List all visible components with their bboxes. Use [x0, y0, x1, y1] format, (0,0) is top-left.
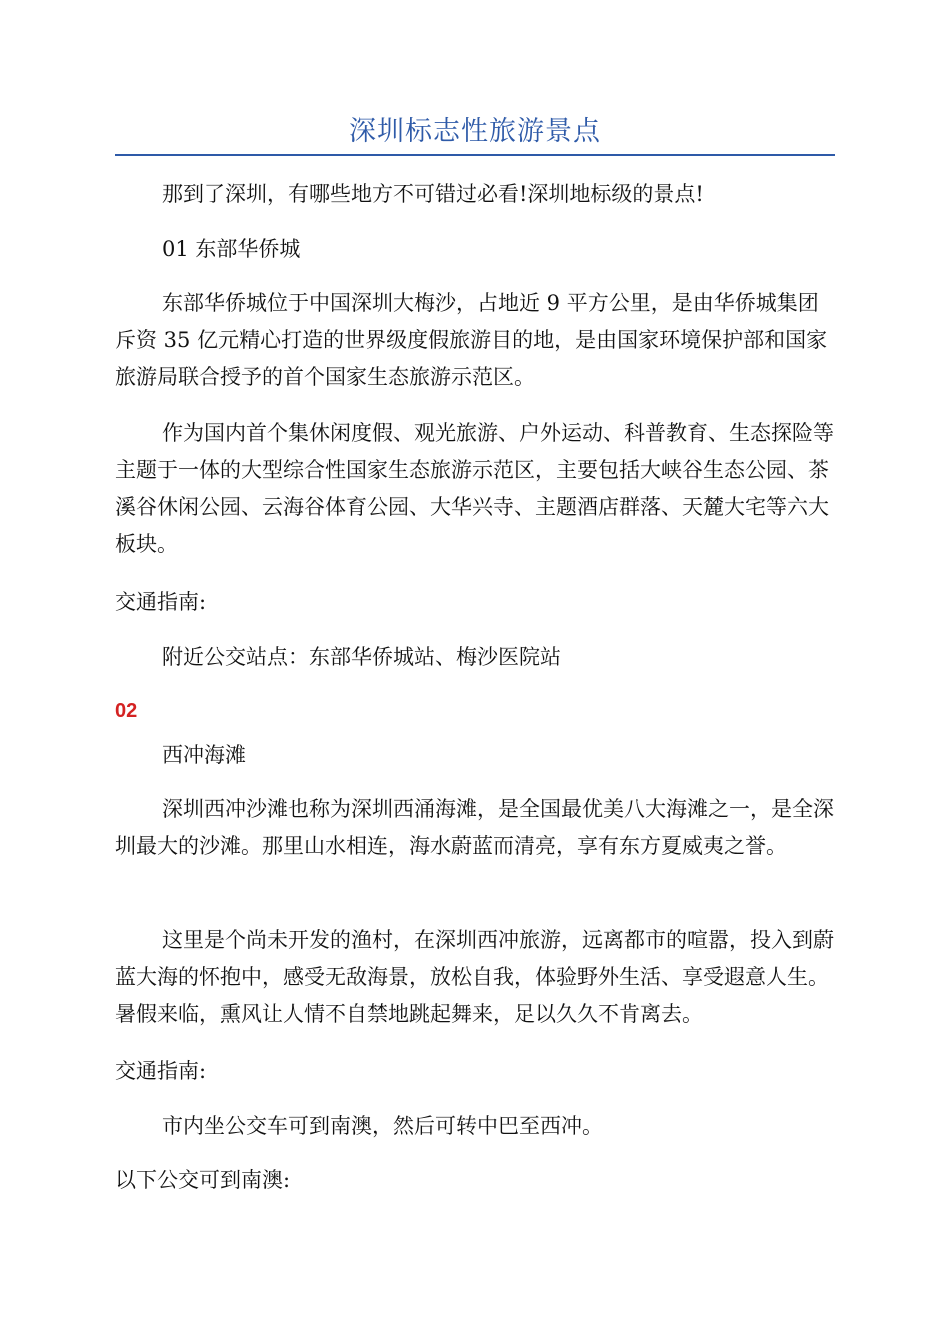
section2-bus-label: 以下公交可到南澳: [115, 1168, 291, 1192]
section1-traffic-text: 附近公交站点：东部华侨城站、梅沙医院站 [162, 645, 561, 669]
section2-traffic-label: 交通指南: [115, 1059, 207, 1083]
intro-paragraph: 那到了深圳，有哪些地方不可错过必看!深圳地标级的景点! [162, 182, 704, 206]
title-underline [115, 154, 835, 156]
section2-paragraph-1: 深圳西冲沙滩也称为深圳西涌海滩，是全国最优美八大海滩之一，是全深圳最大的沙滩。那里山水相连，海水蔚蓝而清亮，享有东方夏威夷之誉。 [115, 797, 834, 858]
section2-heading: 西冲海滩 [162, 743, 246, 767]
document-title: 深圳标志性旅游景点 [349, 116, 601, 147]
section2-traffic-text: 市内坐公交车可到南澳，然后可转中巴至西冲。 [162, 1114, 603, 1138]
section1-traffic-label: 交通指南: [115, 590, 207, 614]
section2-paragraph-2: 这里是个尚未开发的渔村，在深圳西冲旅游，远离都市的喧嚣，投入到蔚蓝大海的怀抱中，感受无敌海景，放松自我，体验野外生活、享受遐意人生。暑假来临，熏风让人情不自禁地跳起舞来，足以久久不肯离去。 [115, 928, 834, 1026]
section1-paragraph-1: 东部华侨城位于中国深圳大梅沙，占地近 9 平方公里，是由华侨城集团斥资 35 亿元精心打造的世界级度假旅游目的地，是由国家环境保护部和国家旅游局联合授予的首个国家生态旅游示范区。 [115, 291, 828, 389]
section1-heading: 01 东部华侨城 [162, 237, 301, 261]
section1-paragraph-2: 作为国内首个集休闲度假、观光旅游、户外运动、科普教育、生态探险等主题于一体的大型综合性国家生态旅游示范区，主要包括大峡谷生态公园、茶溪谷休闲公园、云海谷体育公园、大华兴寺、主题酒店群落、天麓大宅等六大板块。 [115, 421, 834, 556]
section2-number: 02 [115, 700, 138, 722]
